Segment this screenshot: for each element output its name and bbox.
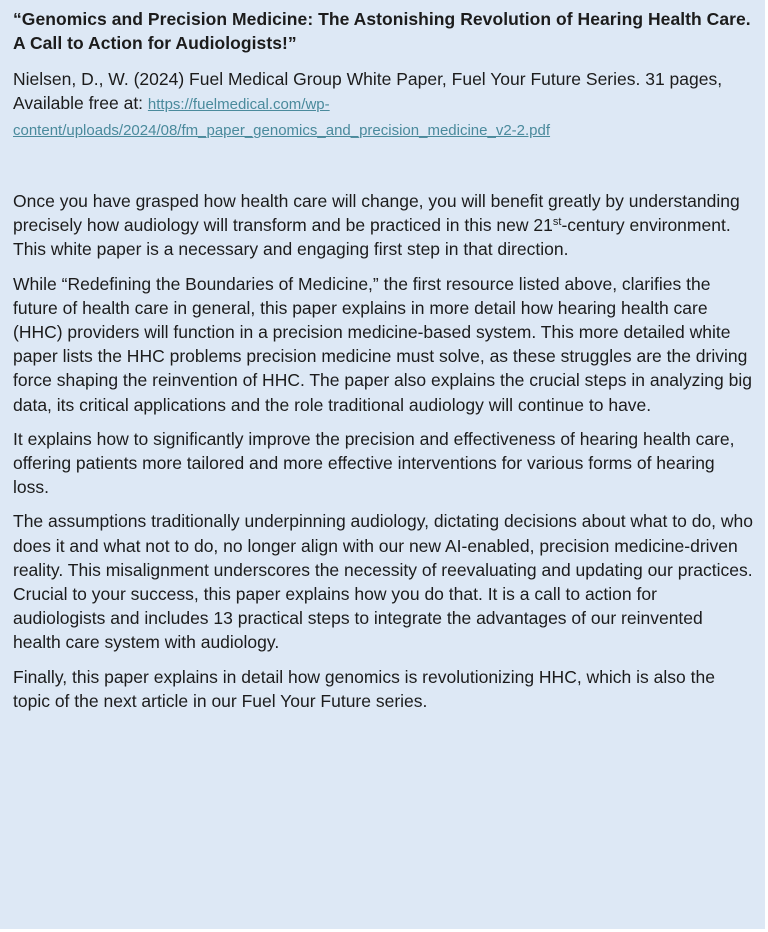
paragraph-hhc-providers: While “Redefining the Boundaries of Medicine,” the first resource listed above, clarifies the future of health care in general, this paper explains in more detail how hearing health care (HHC) providers will function in a precision medicine-based system. This more detailed white paper lists the HHC problems precision medicine must solve, as these struggles are the driving force shaping the reinvention of HHC. The paper also explains the crucial steps in analyzing big data, its critical applications and the role traditional audiology will continue to have. xyxy=(13,273,752,415)
citation xyxy=(13,67,753,143)
citation-text: Nielsen, D., W. (2024) Fuel Medical Group White Paper, Fuel Your Future Series. 31 pages, Available free at: xyxy=(13,69,723,113)
pdf-link[interactable]: https://fuelmedical.com/wp-content/uploads/2024/08/fm_paper_genomics_and_precision_medicine_v2-2.pdf xyxy=(13,96,551,139)
article-title: “Genomics and Precision Medicine: The Astonishing Revolution of Hearing Health Care. A Call to Action for Audiologists!” xyxy=(13,9,751,53)
ordinal-suffix: st xyxy=(552,216,562,229)
paragraph-precision: It explains how to significantly improve the precision and effectiveness of hearing health care, offering patients more tailored and more effective interventions for various forms of hearing loss. xyxy=(13,428,735,498)
paragraph-intro-text-2: -century environment. This white paper is a necessary and engaging first step in that direction. xyxy=(13,215,731,260)
paragraph-intro xyxy=(13,189,753,262)
spacer xyxy=(13,143,753,189)
paragraph-genomics: Finally, this paper explains in detail how genomics is revolutionizing HHC, which is also the topic of the next article in our Fuel Your Future series. xyxy=(13,666,715,711)
paragraph-assumptions: The assumptions traditionally underpinning audiology, dictating decisions about what to do, who does it and what not to do, no longer align with our new AI-enabled, precision medicine-driven reality. This misalignment underscores the necessity of reevaluating and updating our practices. Crucial to your success, this paper explains how you do that. It is a call to action for audiologists and includes 13 practical steps to integrate the advantages of our reinvented health care system with audiology. xyxy=(13,511,753,653)
paragraph-intro-text-1: Once you have grasped how health care will change, you will benefit greatly by understanding precisely how audiology will transform and be practiced in this new 21 xyxy=(13,191,740,236)
